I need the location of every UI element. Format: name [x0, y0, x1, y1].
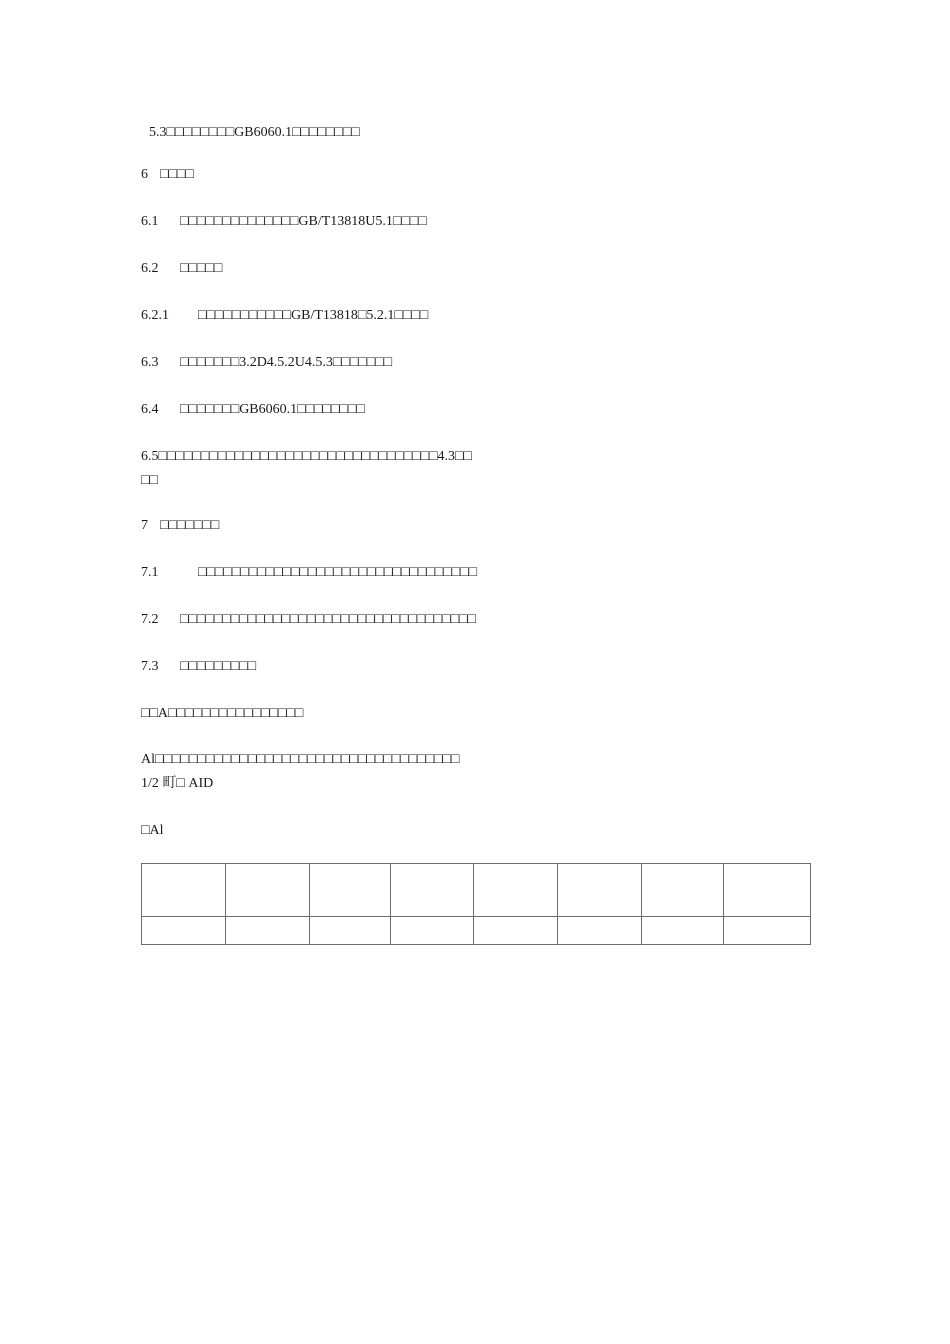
clause-7-1 — [141, 564, 477, 582]
appendix-title-text: □□A□□□□□□□□□□□□□□□□ — [141, 706, 304, 721]
section-7-heading — [141, 517, 219, 535]
appendix-title — [141, 705, 303, 723]
clause-6-1-number: 6.1 — [141, 214, 159, 229]
clause-6-2-1 — [141, 307, 428, 325]
section-7-title: □□□□□□□ — [160, 518, 220, 533]
table-cell — [226, 864, 310, 917]
table-cell — [558, 917, 642, 945]
section-6-title: □□□□ — [160, 167, 194, 182]
clause-7-1-text: □□□□□□□□□□□□□□□□□□□□□□□□□□□□□□□□□ — [198, 565, 478, 580]
clause-6-3-number: 6.3 — [141, 355, 159, 370]
clause-6-3-text: □□□□□□□3.2D4.5.2U4.5.3□□□□□□□ — [180, 355, 393, 370]
section-6-number: 6 — [141, 167, 148, 182]
table-cell — [558, 864, 642, 917]
table-cell — [391, 917, 474, 945]
appendix-a1-line-1 — [141, 751, 459, 769]
clause-6-4 — [141, 401, 365, 419]
clause-5-3 — [149, 124, 360, 142]
clause-6-2 — [141, 260, 222, 278]
clause-6-5-line-1 — [141, 448, 472, 466]
clause-6-2-1-number: 6.2.1 — [141, 308, 169, 323]
table-caption-text: □Al — [141, 823, 164, 838]
table-cell — [310, 864, 391, 917]
clause-7-2 — [141, 611, 476, 629]
table-row — [142, 917, 811, 945]
table-cell — [226, 917, 310, 945]
clause-6-5-text-2: □□ — [141, 473, 158, 488]
table-caption — [141, 822, 163, 840]
clause-6-5-line-2 — [141, 472, 158, 490]
table-cell — [142, 917, 226, 945]
clause-7-3 — [141, 658, 256, 676]
clause-5-3-text: 5.3□□□□□□□□GB6060.1□□□□□□□□ — [149, 125, 360, 140]
clause-6-3 — [141, 354, 392, 372]
clause-7-3-text: □□□□□□□□□ — [180, 659, 257, 674]
table-cell — [474, 864, 558, 917]
clause-6-4-number: 6.4 — [141, 402, 159, 417]
section-6-heading — [141, 166, 194, 184]
clause-7-2-number: 7.2 — [141, 612, 159, 627]
table-cell — [642, 864, 724, 917]
table-cell — [142, 864, 226, 917]
appendix-a1-text-1: Al□□□□□□□□□□□□□□□□□□□□□□□□□□□□□□□□□□□□ — [141, 752, 460, 767]
clause-7-2-text: □□□□□□□□□□□□□□□□□□□□□□□□□□□□□□□□□□□ — [180, 612, 476, 627]
appendix-a1-text-2: 1/2 町□ AID — [141, 776, 214, 791]
table-cell — [474, 917, 558, 945]
table-row — [142, 864, 811, 917]
table-cell — [310, 917, 391, 945]
section-7-number: 7 — [141, 518, 148, 533]
table-cell — [724, 917, 811, 945]
clause-6-2-text: □□□□□ — [180, 261, 223, 276]
clause-6-4-text: □□□□□□□GB6060.1□□□□□□□□ — [180, 402, 365, 417]
table-cell — [724, 864, 811, 917]
appendix-a1-line-2 — [141, 775, 213, 793]
clause-6-2-1-text: □□□□□□□□□□□GB/T13818□5.2.1□□□□ — [198, 308, 429, 323]
clause-6-1 — [141, 213, 427, 231]
clause-6-2-number: 6.2 — [141, 261, 159, 276]
clause-7-3-number: 7.3 — [141, 659, 159, 674]
table-cell — [391, 864, 474, 917]
appendix-table — [141, 863, 811, 945]
table-cell — [642, 917, 724, 945]
clause-6-5-text-1: 6.5□□□□□□□□□□□□□□□□□□□□□□□□□□□□□□□□□4.3□□ — [141, 449, 472, 464]
clause-6-1-text: □□□□□□□□□□□□□□GB/T13818U5.1□□□□ — [180, 214, 427, 229]
clause-7-1-number: 7.1 — [141, 565, 159, 580]
